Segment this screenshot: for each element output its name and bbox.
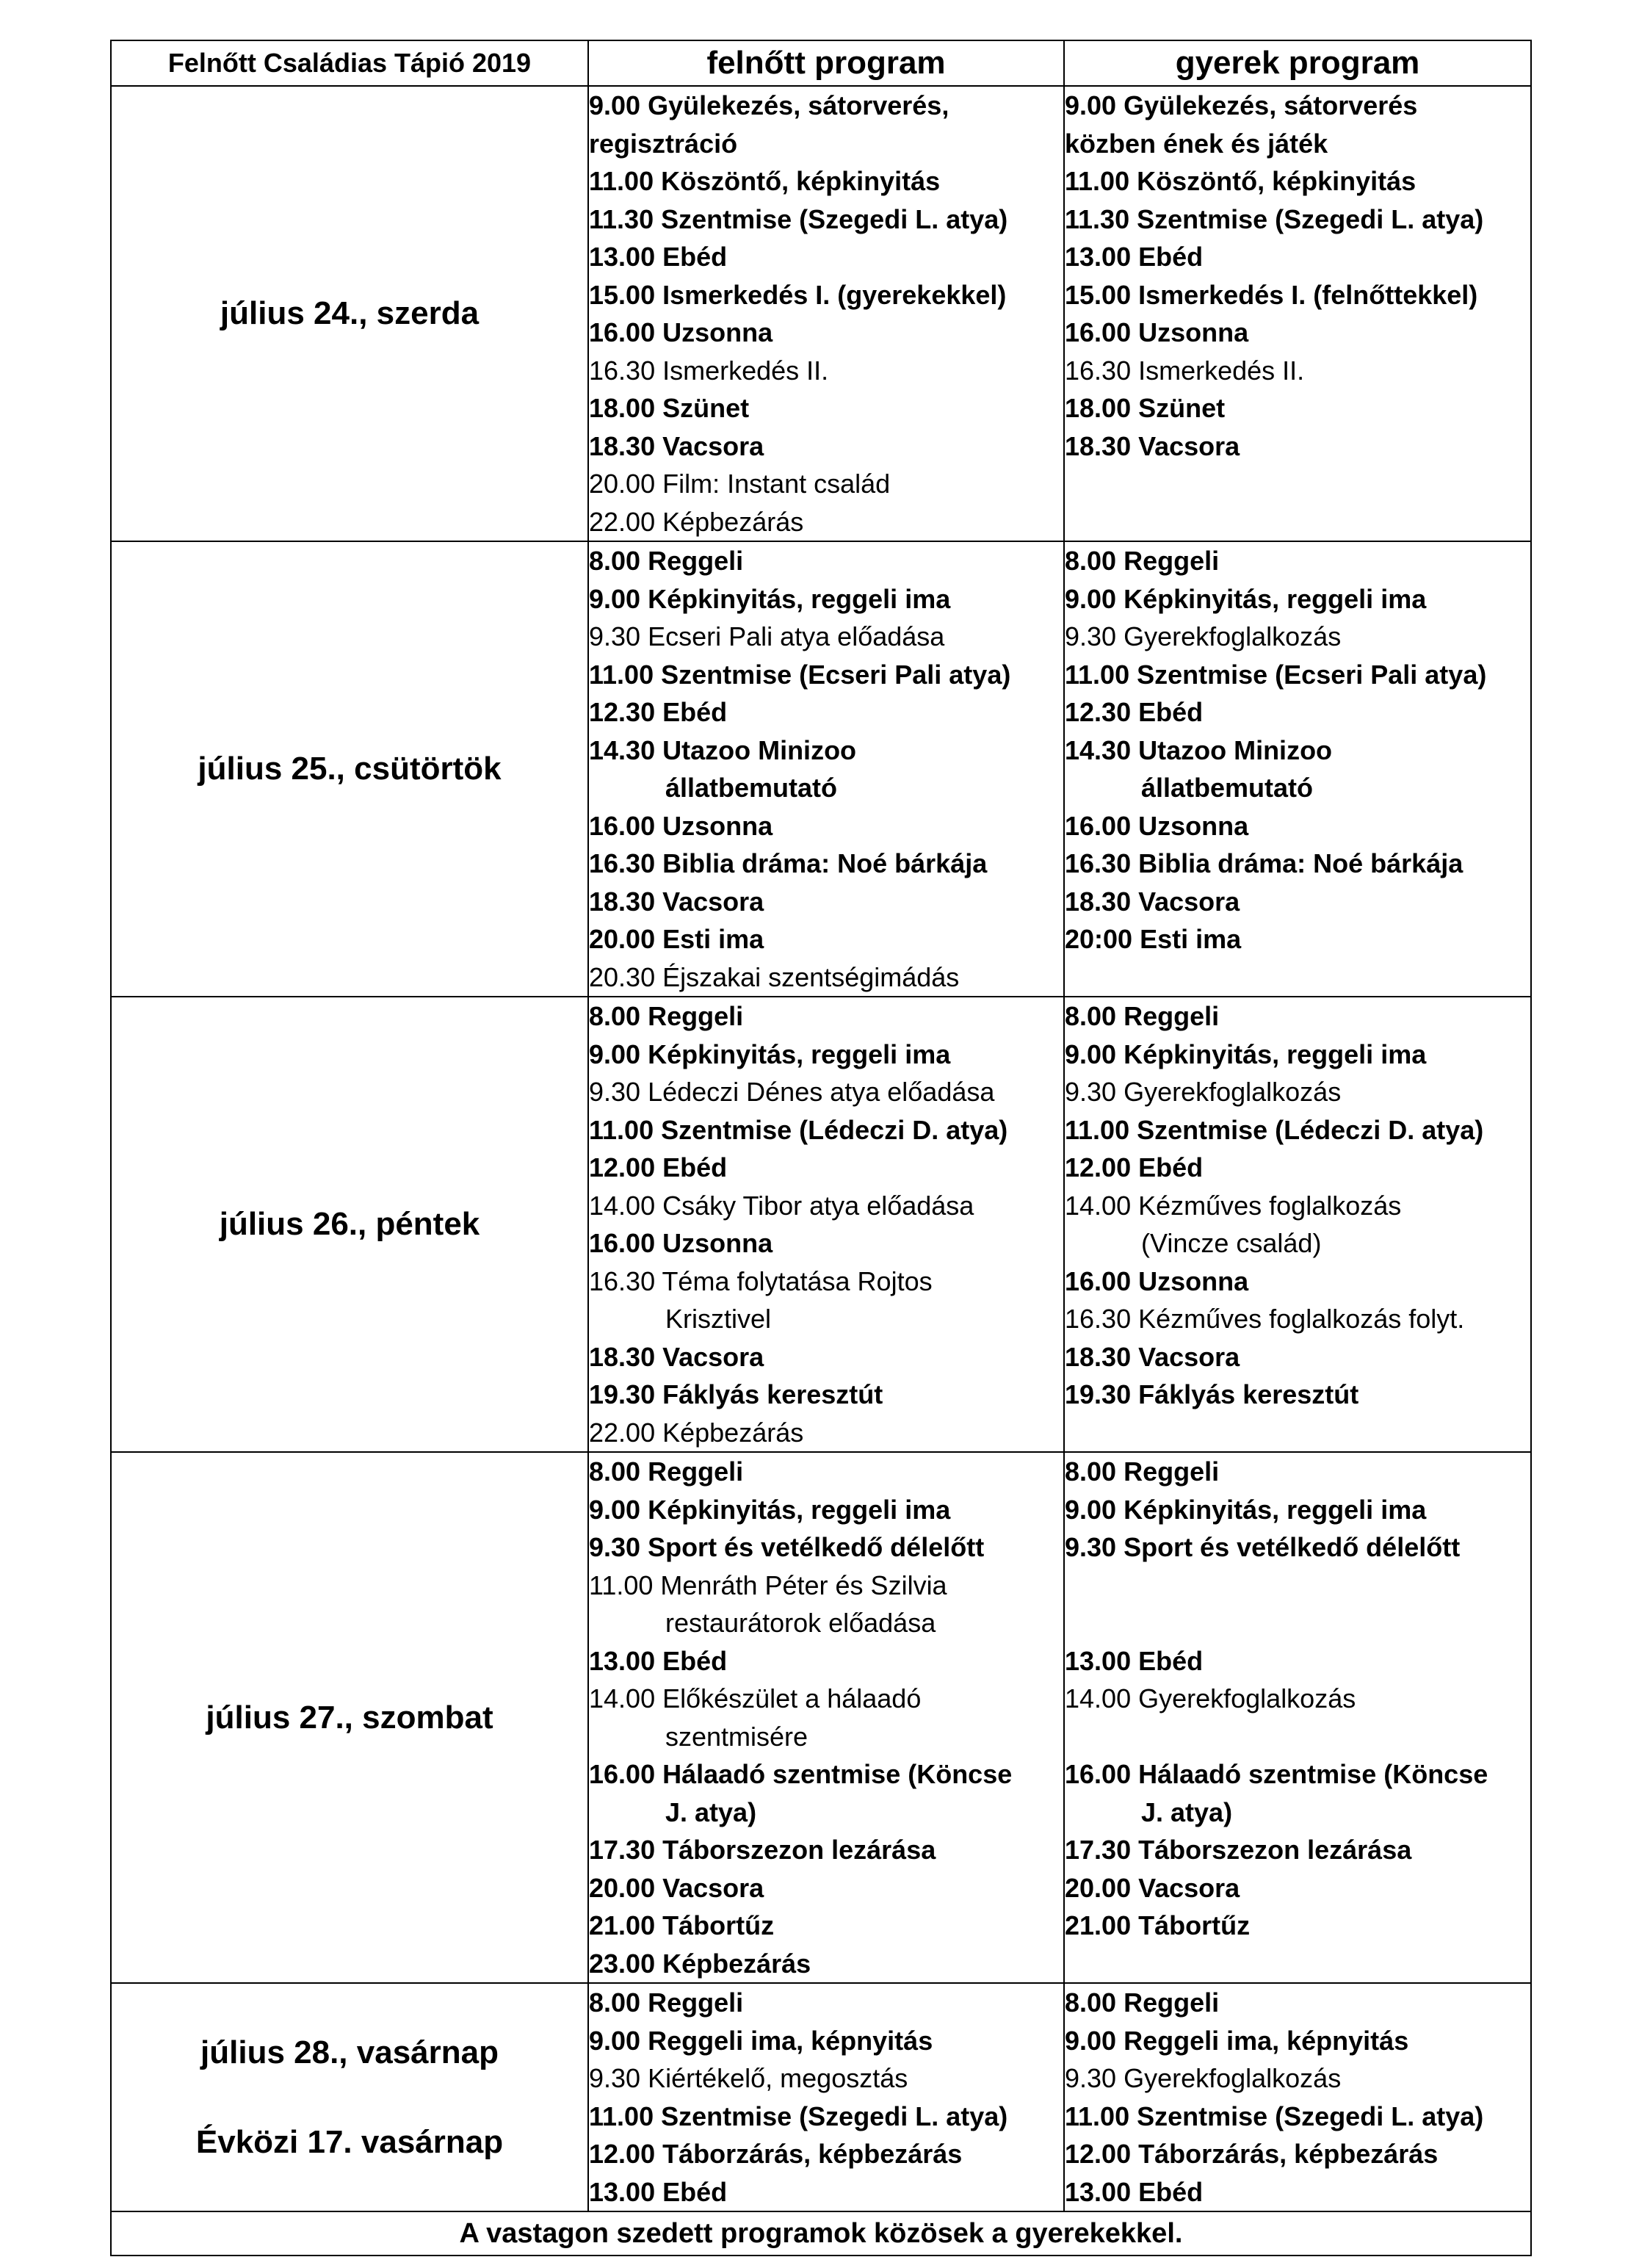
- day-label: július 28., vasárnap: [200, 2034, 499, 2070]
- adult-program-item: 11.00 Szentmise (Lédeczi D. atya): [589, 1114, 1008, 1145]
- footer-note: A vastagon szedett programok közösek a gyerekekkel.: [111, 2211, 1531, 2256]
- kid-program-item: 18.30 Vacsora: [1065, 1341, 1240, 1372]
- kid-program-item: 21.00 Tábortűz: [1065, 1910, 1251, 1940]
- kid-program-item: 9.30 Gyerekfoglalkozás: [1065, 1077, 1342, 1107]
- kid-program-item: 16.30 Ismerkedés II.: [1065, 355, 1305, 386]
- day-cell: [111, 997, 588, 1452]
- adult-program-cell: [588, 1983, 1064, 2211]
- day-label: július 26., péntek: [219, 1206, 480, 1242]
- kid-program-item: 16.30 Biblia dráma: Noé bárkája: [1065, 848, 1463, 878]
- adult-program-item: 9.30 Sport és vetélkedő délelőtt: [589, 1532, 985, 1562]
- day-cell: [111, 1983, 588, 2211]
- kid-program-cell: [1064, 86, 1531, 541]
- kid-program-item: 9.00 Gyülekezés, sátorverés: [1065, 90, 1418, 120]
- kid-program-item: 11.00 Szentmise (Lédeczi D. atya): [1065, 1114, 1484, 1145]
- adult-program-cell: [588, 1452, 1064, 1983]
- adult-program-item: 14.30 Utazoo Minizoo: [589, 734, 857, 765]
- adult-program-item: 8.00 Reggeli: [589, 1456, 744, 1487]
- kid-program-item: 19.30 Fáklyás keresztút: [1065, 1379, 1359, 1409]
- adult-program-item: restaurátorok előadása: [665, 1608, 936, 1638]
- adult-program-item: 13.00 Ebéd: [589, 2176, 728, 2207]
- kid-program-item: [1065, 1718, 1530, 1756]
- day-row: [111, 86, 1531, 541]
- kid-program-item: 11.00 Köszöntő, képkinyitás: [1065, 166, 1417, 196]
- day-row: [111, 1452, 1531, 1983]
- adult-program-item: 11.00 Szentmise (Szegedi L. atya): [589, 2101, 1008, 2131]
- adult-program-item: 23.00 Képbezárás: [589, 1948, 811, 1979]
- kid-program-item: 8.00 Reggeli: [1065, 546, 1220, 576]
- adult-program-item: Krisztivel: [665, 1304, 772, 1334]
- adult-program-item: 11.30 Szentmise (Szegedi L. atya): [589, 203, 1008, 234]
- adult-program-item: 9.00 Gyülekezés, sátorverés,: [589, 90, 949, 120]
- adult-program-item: 14.00 Előkészület a hálaadó: [589, 1683, 922, 1713]
- adult-program-item: 13.00 Ebéd: [589, 242, 728, 272]
- kid-program-item: közben ének és játék: [1065, 128, 1328, 159]
- adult-program-item: 9.30 Ecseri Pali atya előadása: [589, 621, 945, 651]
- adult-program-item: 16.00 Uzsonna: [589, 810, 773, 841]
- kid-program-item: 14.30 Utazoo Minizoo: [1065, 734, 1333, 765]
- adult-program-item: 15.00 Ismerkedés I. (gyerekekkel): [589, 279, 1007, 310]
- schedule-body: [111, 86, 1531, 2211]
- adult-program-item: 9.30 Kiértékelő, megosztás: [589, 2063, 908, 2093]
- kid-program-item: 20:00 Esti ima: [1065, 924, 1242, 954]
- adult-program-item: regisztráció: [589, 128, 738, 159]
- adult-program-item: 8.00 Reggeli: [589, 1987, 744, 2018]
- adult-program-item: 18.30 Vacsora: [589, 1341, 764, 1372]
- header-row: [111, 40, 1531, 86]
- adult-program-item: állatbemutató: [665, 773, 838, 803]
- adult-program-item: 16.00 Hálaadó szentmise (Köncse: [589, 1759, 1013, 1789]
- adult-program-item: 18.30 Vacsora: [589, 886, 764, 917]
- day-row: [111, 997, 1531, 1452]
- adult-program-item: 20.00 Esti ima: [589, 924, 764, 954]
- kid-program-item: 9.30 Gyerekfoglalkozás: [1065, 2063, 1342, 2093]
- kid-program-item: J. atya): [1141, 1796, 1233, 1827]
- kid-program-item: 9.30 Gyerekfoglalkozás: [1065, 621, 1342, 651]
- adult-program-item: 14.00 Csáky Tibor atya előadása: [589, 1190, 974, 1221]
- adult-program-cell: [588, 86, 1064, 541]
- day-row: [111, 541, 1531, 997]
- kid-program-item: 8.00 Reggeli: [1065, 1001, 1220, 1031]
- adult-program-cell: [588, 541, 1064, 997]
- adult-program-item: 9.00 Képkinyitás, reggeli ima: [589, 1039, 951, 1069]
- kid-program-item: 9.00 Reggeli ima, képnyitás: [1065, 2025, 1409, 2056]
- kid-program-item: 9.00 Képkinyitás, reggeli ima: [1065, 1039, 1427, 1069]
- kid-program-item: 14.00 Gyerekfoglalkozás: [1065, 1683, 1356, 1713]
- schedule-title: Felnőtt Családias Tápió 2019: [111, 40, 588, 86]
- day-label: július 24., szerda: [220, 295, 480, 331]
- day-label: Évközi 17. vasárnap: [195, 2123, 504, 2160]
- kid-program-item: állatbemutató: [1141, 773, 1314, 803]
- kid-program-item: 16.00 Uzsonna: [1065, 317, 1249, 347]
- kid-program-item: 18.00 Szünet: [1065, 393, 1226, 423]
- footer-row: [111, 2211, 1531, 2256]
- adult-program-item: 9.30 Lédeczi Dénes atya előadása: [589, 1077, 995, 1107]
- adult-program-item: 22.00 Képbezárás: [589, 1417, 804, 1448]
- kid-program-cell: [1064, 1452, 1531, 1983]
- adult-program-item: 12.00 Ebéd: [589, 1152, 728, 1182]
- kid-program-item: 13.00 Ebéd: [1065, 2176, 1204, 2207]
- kid-program-item: 12.00 Táborzárás, képbezárás: [1065, 2139, 1439, 2169]
- kid-program-item: 11.00 Szentmise (Szegedi L. atya): [1065, 2101, 1484, 2131]
- kid-program-item: 8.00 Reggeli: [1065, 1456, 1220, 1487]
- adult-program-item: 16.30 Ismerkedés II.: [589, 355, 829, 386]
- day-label: július 27., szombat: [206, 1699, 493, 1736]
- adult-program-item: 9.00 Képkinyitás, reggeli ima: [589, 1494, 951, 1525]
- adult-program-item: 18.00 Szünet: [589, 393, 750, 423]
- adult-program-item: 9.00 Képkinyitás, reggeli ima: [589, 583, 951, 614]
- kid-program-item: 13.00 Ebéd: [1065, 1645, 1204, 1676]
- adult-program-item: 20.30 Éjszakai szentségimádás: [589, 961, 960, 992]
- adult-program-item: 12.00 Táborzárás, képbezárás: [589, 2139, 963, 2169]
- adult-program-item: 11.00 Köszöntő, képkinyitás: [589, 166, 941, 196]
- adult-program-item: 16.30 Téma folytatása Rojtos: [589, 1265, 933, 1296]
- day-label: július 25., csütörtök: [198, 751, 502, 787]
- kid-program-item: 9.00 Képkinyitás, reggeli ima: [1065, 583, 1427, 614]
- adult-program-item: 12.30 Ebéd: [589, 697, 728, 727]
- day-cell: [111, 1452, 588, 1983]
- adult-program-item: J. atya): [665, 1796, 757, 1827]
- day-cell: [111, 86, 588, 541]
- adult-program-item: 18.30 Vacsora: [589, 430, 764, 461]
- adult-program-item: szentmisére: [665, 1721, 808, 1752]
- day-cell: [111, 541, 588, 997]
- adult-program-item: 20.00 Vacsora: [589, 1872, 764, 1903]
- kid-program-item: 18.30 Vacsora: [1065, 430, 1240, 461]
- kid-program-item: [1065, 1604, 1530, 1642]
- kid-program-item: 20.00 Vacsora: [1065, 1872, 1240, 1903]
- adult-program-item: 9.00 Reggeli ima, képnyitás: [589, 2025, 933, 2056]
- kid-program-cell: [1064, 541, 1531, 997]
- adult-program-cell: [588, 997, 1064, 1452]
- kid-program-item: 11.30 Szentmise (Szegedi L. atya): [1065, 203, 1484, 234]
- kid-program-item: 16.00 Uzsonna: [1065, 810, 1249, 841]
- adult-program-item: 19.30 Fáklyás keresztút: [589, 1379, 883, 1409]
- schedule-table: [110, 40, 1532, 2256]
- adult-program-item: 8.00 Reggeli: [589, 546, 744, 576]
- adult-program-header: felnőtt program: [588, 40, 1064, 86]
- kid-program-item: 12.00 Ebéd: [1065, 1152, 1204, 1182]
- kid-program-item: 18.30 Vacsora: [1065, 886, 1240, 917]
- kid-program-cell: [1064, 1983, 1531, 2211]
- kid-program-item: 13.00 Ebéd: [1065, 242, 1204, 272]
- kid-program-item: 14.00 Kézműves foglalkozás: [1065, 1190, 1402, 1221]
- adult-program-item: 13.00 Ebéd: [589, 1645, 728, 1676]
- kid-program-item: 9.30 Sport és vetélkedő délelőtt: [1065, 1532, 1461, 1562]
- kid-program-item: 11.00 Szentmise (Ecseri Pali atya): [1065, 659, 1487, 690]
- kid-program-cell: [1064, 997, 1531, 1452]
- kid-program-item: [1065, 1567, 1530, 1605]
- adult-program-item: 11.00 Menráth Péter és Szilvia: [589, 1570, 947, 1600]
- adult-program-item: 16.00 Uzsonna: [589, 1228, 773, 1258]
- kid-program-item: 12.30 Ebéd: [1065, 697, 1204, 727]
- adult-program-item: 16.00 Uzsonna: [589, 317, 773, 347]
- adult-program-item: 8.00 Reggeli: [589, 1001, 744, 1031]
- adult-program-item: 22.00 Képbezárás: [589, 506, 804, 537]
- adult-program-item: 21.00 Tábortűz: [589, 1910, 775, 1940]
- adult-program-item: 16.30 Biblia dráma: Noé bárkája: [589, 848, 988, 878]
- kid-program-item: 16.00 Uzsonna: [1065, 1265, 1249, 1296]
- kid-program-item: (Vincze család): [1141, 1228, 1322, 1258]
- kid-program-item: 9.00 Képkinyitás, reggeli ima: [1065, 1494, 1427, 1525]
- kid-program-item: 8.00 Reggeli: [1065, 1987, 1220, 2018]
- kid-program-item: 15.00 Ismerkedés I. (felnőttekkel): [1065, 279, 1478, 310]
- kid-program-header: gyerek program: [1064, 40, 1531, 86]
- kid-program-item: 17.30 Táborszezon lezárása: [1065, 1835, 1412, 1865]
- day-row: [111, 1983, 1531, 2211]
- adult-program-item: 11.00 Szentmise (Ecseri Pali atya): [589, 659, 1011, 690]
- kid-program-item: 16.30 Kézműves foglalkozás folyt.: [1065, 1304, 1465, 1334]
- adult-program-item: 17.30 Táborszezon lezárása: [589, 1835, 936, 1865]
- kid-program-item: 16.00 Hálaadó szentmise (Köncse: [1065, 1759, 1488, 1789]
- adult-program-item: 20.00 Film: Instant család: [589, 469, 891, 499]
